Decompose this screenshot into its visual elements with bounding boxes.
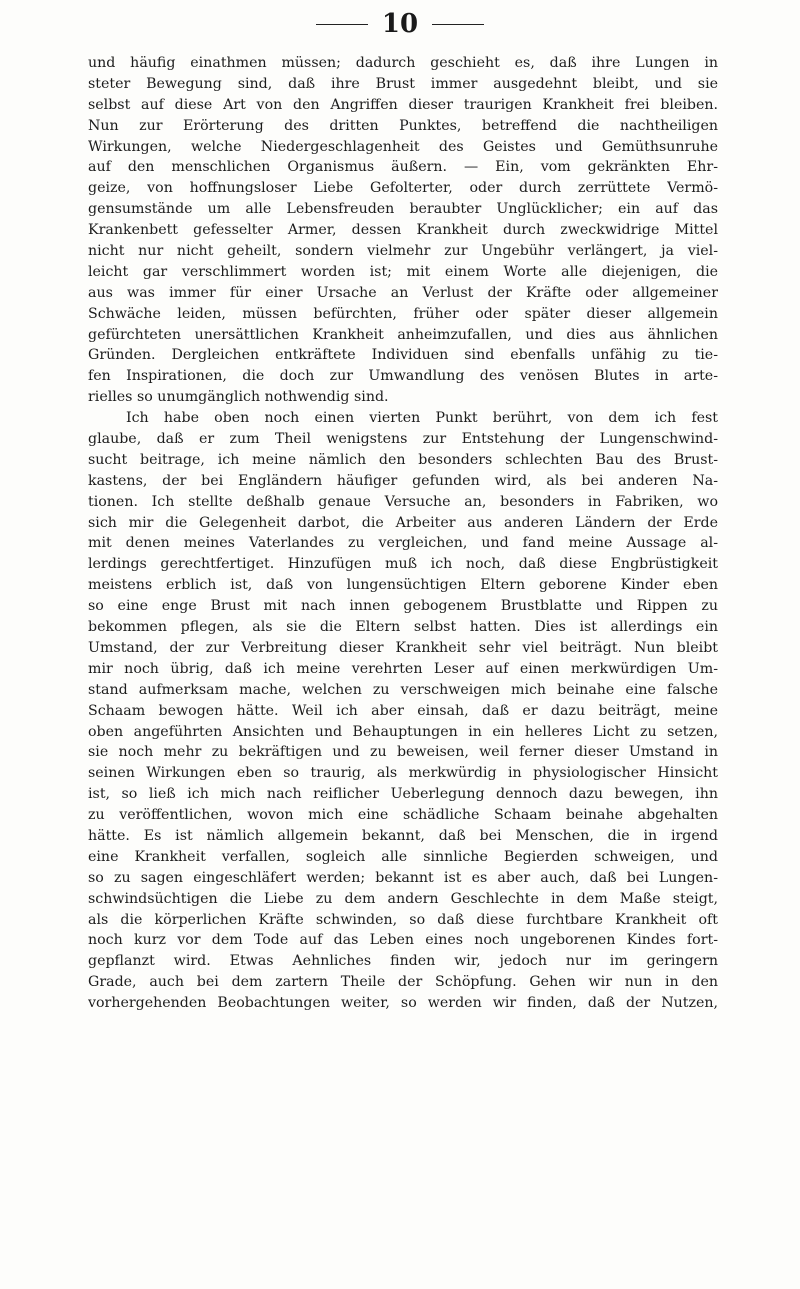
text-line: fen Inspirationen, die doch zur Umwandlung des venösen Blutes in arte-: [88, 368, 718, 385]
text-line: selbst auf diese Art von den Angriffen dieser traurigen Krankheit frei bleiben.: [88, 96, 718, 113]
text-line: gefürchteten unersättlichen Krankheit anheimzufallen, und dies aus ähnlichen: [88, 326, 718, 343]
text-line: Gründen. Dergleichen entkräftete Individuen sind ebenfalls unfähig zu tie-: [88, 347, 718, 364]
body-text: [88, 53, 718, 1014]
text-line: sucht beitrage, ich meine nämlich den besonders schlechten Bau des Brust-: [88, 451, 718, 468]
text-line: oben angeführten Ansichten und Behauptungen in ein helleres Licht zu setzen,: [88, 723, 718, 740]
text-line: meistens erblich ist, daß von lungensüchtigen Eltern geborene Kinder eben: [88, 577, 718, 594]
text-line: ist, so ließ ich mich nach reiflicher Ueberlegung dennoch dazu bewegen, ihn: [88, 786, 718, 803]
text-line: rielles so unumgänglich nothwendig sind.: [88, 389, 389, 406]
text-line: gensumstände um alle Lebensfreuden beraubter Unglücklicher; ein auf das: [88, 201, 718, 218]
text-line: zu veröffentlichen, wovon mich eine schädliche Schaam beinahe abgehalten: [88, 807, 718, 824]
text-line: mir noch übrig, daß ich meine verehrten Leser auf einen merkwürdigen Um-: [88, 660, 718, 677]
page-number: 10: [381, 9, 419, 39]
header-rule-right: [432, 24, 484, 25]
text-line: Ich habe oben noch einen vierten Punkt berührt, von dem ich fest: [126, 410, 718, 427]
text-line: Grade, auch bei dem zartern Theile der Schöpfung. Gehen wir nun in den: [88, 974, 718, 991]
text-line: bekommen pflegen, als sie die Eltern selbst hatten. Dies ist allerdings ein: [88, 619, 718, 636]
text-line: glaube, daß er zum Theil wenigstens zur Entstehung der Lungenschwind-: [88, 431, 718, 448]
text-line: schwindsüchtigen die Liebe zu dem andern Geschlechte in dem Maße steigt,: [88, 890, 718, 907]
text-line: steter Bewegung sind, daß ihre Brust immer ausgedehnt bleibt, und sie: [88, 75, 718, 92]
text-line: sie noch mehr zu bekräftigen und zu beweisen, weil ferner dieser Umstand in: [88, 744, 718, 761]
text-line: so eine enge Brust mit nach innen gebogenem Brustblatte und Rippen zu: [88, 598, 718, 615]
text-line: aus was immer für einer Ursache an Verlust der Kräfte oder allgemeiner: [88, 284, 718, 301]
text-line: geize, von hoffnungsloser Liebe Gefolterter, oder durch zerrüttete Vermö-: [88, 180, 718, 197]
text-line: auf den menschlichen Organismus äußern. — Ein, vom gekränkten Ehr-: [88, 159, 718, 176]
text-line: sich mir die Gelegenheit darbot, die Arbeiter aus anderen Ländern der Erde: [88, 514, 718, 531]
text-line: Schwäche leiden, müssen befürchten, früher oder später dieser allgemein: [88, 305, 718, 322]
text-line: Umstand, der zur Verbreitung dieser Krankheit sehr viel beiträgt. Nun bleibt: [88, 639, 718, 656]
text-line: eine Krankheit verfallen, sogleich alle sinnliche Begierden schweigen, und: [88, 848, 718, 865]
text-line: leicht gar verschlimmert worden ist; mit einem Worte alle diejenigen, die: [88, 263, 718, 280]
page-header: [0, 6, 800, 42]
text-line: Schaam bewogen hätte. Weil ich aber einsah, daß er dazu beiträgt, meine: [88, 702, 718, 719]
text-line: als die körperlichen Kräfte schwinden, so daß diese furchtbare Krankheit oft: [88, 911, 718, 928]
text-line: gepflanzt wird. Etwas Aehnliches finden wir, jedoch nur im geringern: [88, 953, 718, 970]
text-line: Krankenbett gefesselter Armer, dessen Krankheit durch zweckwidrige Mittel: [88, 222, 718, 239]
text-line: so zu sagen eingeschläfert werden; bekannt ist es aber auch, daß bei Lungen-: [88, 869, 718, 886]
text-line: seinen Wirkungen eben so traurig, als merkwürdig in physiologischer Hinsicht: [88, 765, 718, 782]
header-rule-left: [316, 24, 368, 25]
text-line: nicht nur nicht geheilt, sondern vielmehr zur Ungebühr verlängert, ja viel-: [88, 243, 718, 260]
text-line: mit denen meines Vaterlandes zu vergleichen, und fand meine Aussage al-: [88, 535, 718, 552]
text-line: noch kurz vor dem Tode auf das Leben eines noch ungeborenen Kindes fort-: [88, 932, 718, 949]
text-line: tionen. Ich stellte deßhalb genaue Versuche an, besonders in Fabriken, wo: [88, 493, 718, 510]
text-line: Wirkungen, welche Niedergeschlagenheit des Geistes und Gemüthsunruhe: [88, 138, 718, 155]
text-line: kastens, der bei Engländern häufiger gefunden wird, als bei anderen Na-: [88, 472, 718, 489]
text-line: und häufig einathmen müssen; dadurch geschieht es, daß ihre Lungen in: [88, 55, 718, 71]
text-line: hätte. Es ist nämlich allgemein bekannt, daß bei Menschen, die in irgend: [88, 827, 718, 844]
text-line: lerdings gerechtfertiget. Hinzufügen muß ich noch, daß diese Engbrüstigkeit: [88, 556, 718, 573]
text-line: stand aufmerksam mache, welchen zu verschweigen mich beinahe eine falsche: [88, 681, 718, 698]
text-line: vorhergehenden Beobachtungen weiter, so werden wir finden, daß der Nutzen,: [88, 995, 718, 1012]
text-line: Nun zur Erörterung des dritten Punktes, betreffend die nachtheiligen: [88, 117, 718, 134]
